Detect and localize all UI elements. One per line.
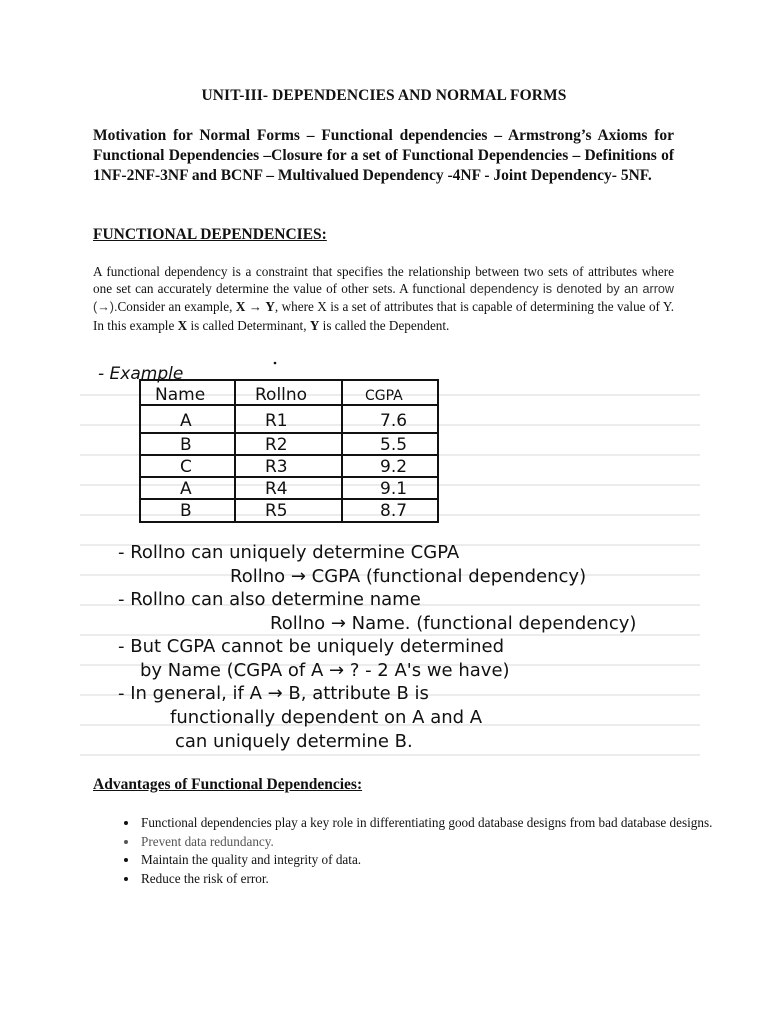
table-cell: 9.1 (380, 479, 408, 499)
table-header: Name (155, 385, 206, 405)
page-title: UNIT-III- DEPENDENCIES AND NORMAL FORMS (201, 87, 567, 104)
table-cell: 7.6 (380, 411, 408, 431)
section-heading-functional-dependencies: FUNCTIONAL DEPENDENCIES: (93, 226, 327, 243)
table-cell: R3 (265, 457, 288, 477)
handwritten-line: Rollno → CGPA (functional dependency) (230, 566, 587, 587)
functional-dependency-definition (93, 263, 674, 334)
handwritten-line: by Name (CGPA of A → ? - 2 A's we have) (140, 660, 510, 681)
advantages-list (93, 815, 729, 889)
para-text-6: is called the Dependent. (319, 317, 450, 333)
table-cell: B (180, 501, 192, 521)
table-cell: R5 (265, 501, 288, 521)
handwritten-line: functionally dependent on A and A (170, 707, 483, 728)
para-text-4: , where X is a set of attributes that is capable of determining the value of Y. In this example (93, 299, 675, 333)
unit-topics: Motivation for Normal Forms – Functional dependencies – Armstrong’s Axioms for Functional Dependencies –Closure for a set of Functional Dependencies – Definitions of 1NF-2NF-3NF and BCNF – Multivalued Dependency -4NF - Joint Dependency- 5NF. (93, 127, 674, 184)
list-item: • Maintain the quality and integrity of data. (139, 852, 729, 869)
para-text-3: Consider an example, (117, 299, 236, 315)
handwritten-line: Rollno → Name. (functional dependency) (270, 613, 637, 634)
table-cell: C (180, 457, 192, 477)
handwritten-notes-svg (80, 355, 700, 770)
table-cell: 5.5 (380, 435, 408, 455)
handwritten-lines (118, 542, 636, 752)
handwritten-line: - Rollno can uniquely determine CGPA (118, 542, 460, 563)
table-cell: R4 (265, 479, 288, 499)
para-text-5: is called Determinant, (187, 317, 310, 333)
table-cell: 8.7 (380, 501, 408, 521)
example-label: - Example (98, 364, 184, 384)
table-cell: A (180, 411, 192, 431)
table-cell: R2 (265, 435, 288, 455)
list-item: • Functional dependencies play a key role in differentiating good database designs from bad database designs. (139, 815, 729, 832)
handwritten-line: - But CGPA cannot be uniquely determined (118, 636, 505, 657)
table-cell: B (180, 435, 192, 455)
table-cell: R1 (265, 411, 288, 431)
handwritten-notes (80, 355, 700, 770)
table-cell: A (180, 479, 192, 499)
symbol-y-dependent: Y (309, 317, 320, 333)
handwritten-line: can uniquely determine B. (175, 731, 413, 752)
table-header: CGPA (365, 388, 403, 404)
symbol-y: Y (265, 299, 275, 315)
para-text-2: dependency is denoted by an arrow (→). (93, 282, 674, 315)
handwritten-line: - Rollno can also determine name (118, 589, 421, 610)
ink-dot (274, 362, 277, 365)
handwritten-line: - In general, if A → B, attribute B is (118, 683, 429, 704)
section-heading-advantages: Advantages of Functional Dependencies: (93, 776, 363, 793)
list-item: • Reduce the risk of error. (139, 871, 729, 888)
symbol-x-determinant: X (177, 317, 188, 333)
symbol-x: X (235, 299, 246, 315)
table-header: Rollno (255, 385, 308, 405)
list-item: • Prevent data redundancy. (139, 834, 729, 851)
para-text-1: A functional dependency is a constraint that specifies the relationship between two sets of attributes where one set can accurately determine the value of other sets. A functional (93, 264, 674, 297)
arrow-symbol: → (245, 299, 266, 315)
table-cell: 9.2 (380, 457, 408, 477)
